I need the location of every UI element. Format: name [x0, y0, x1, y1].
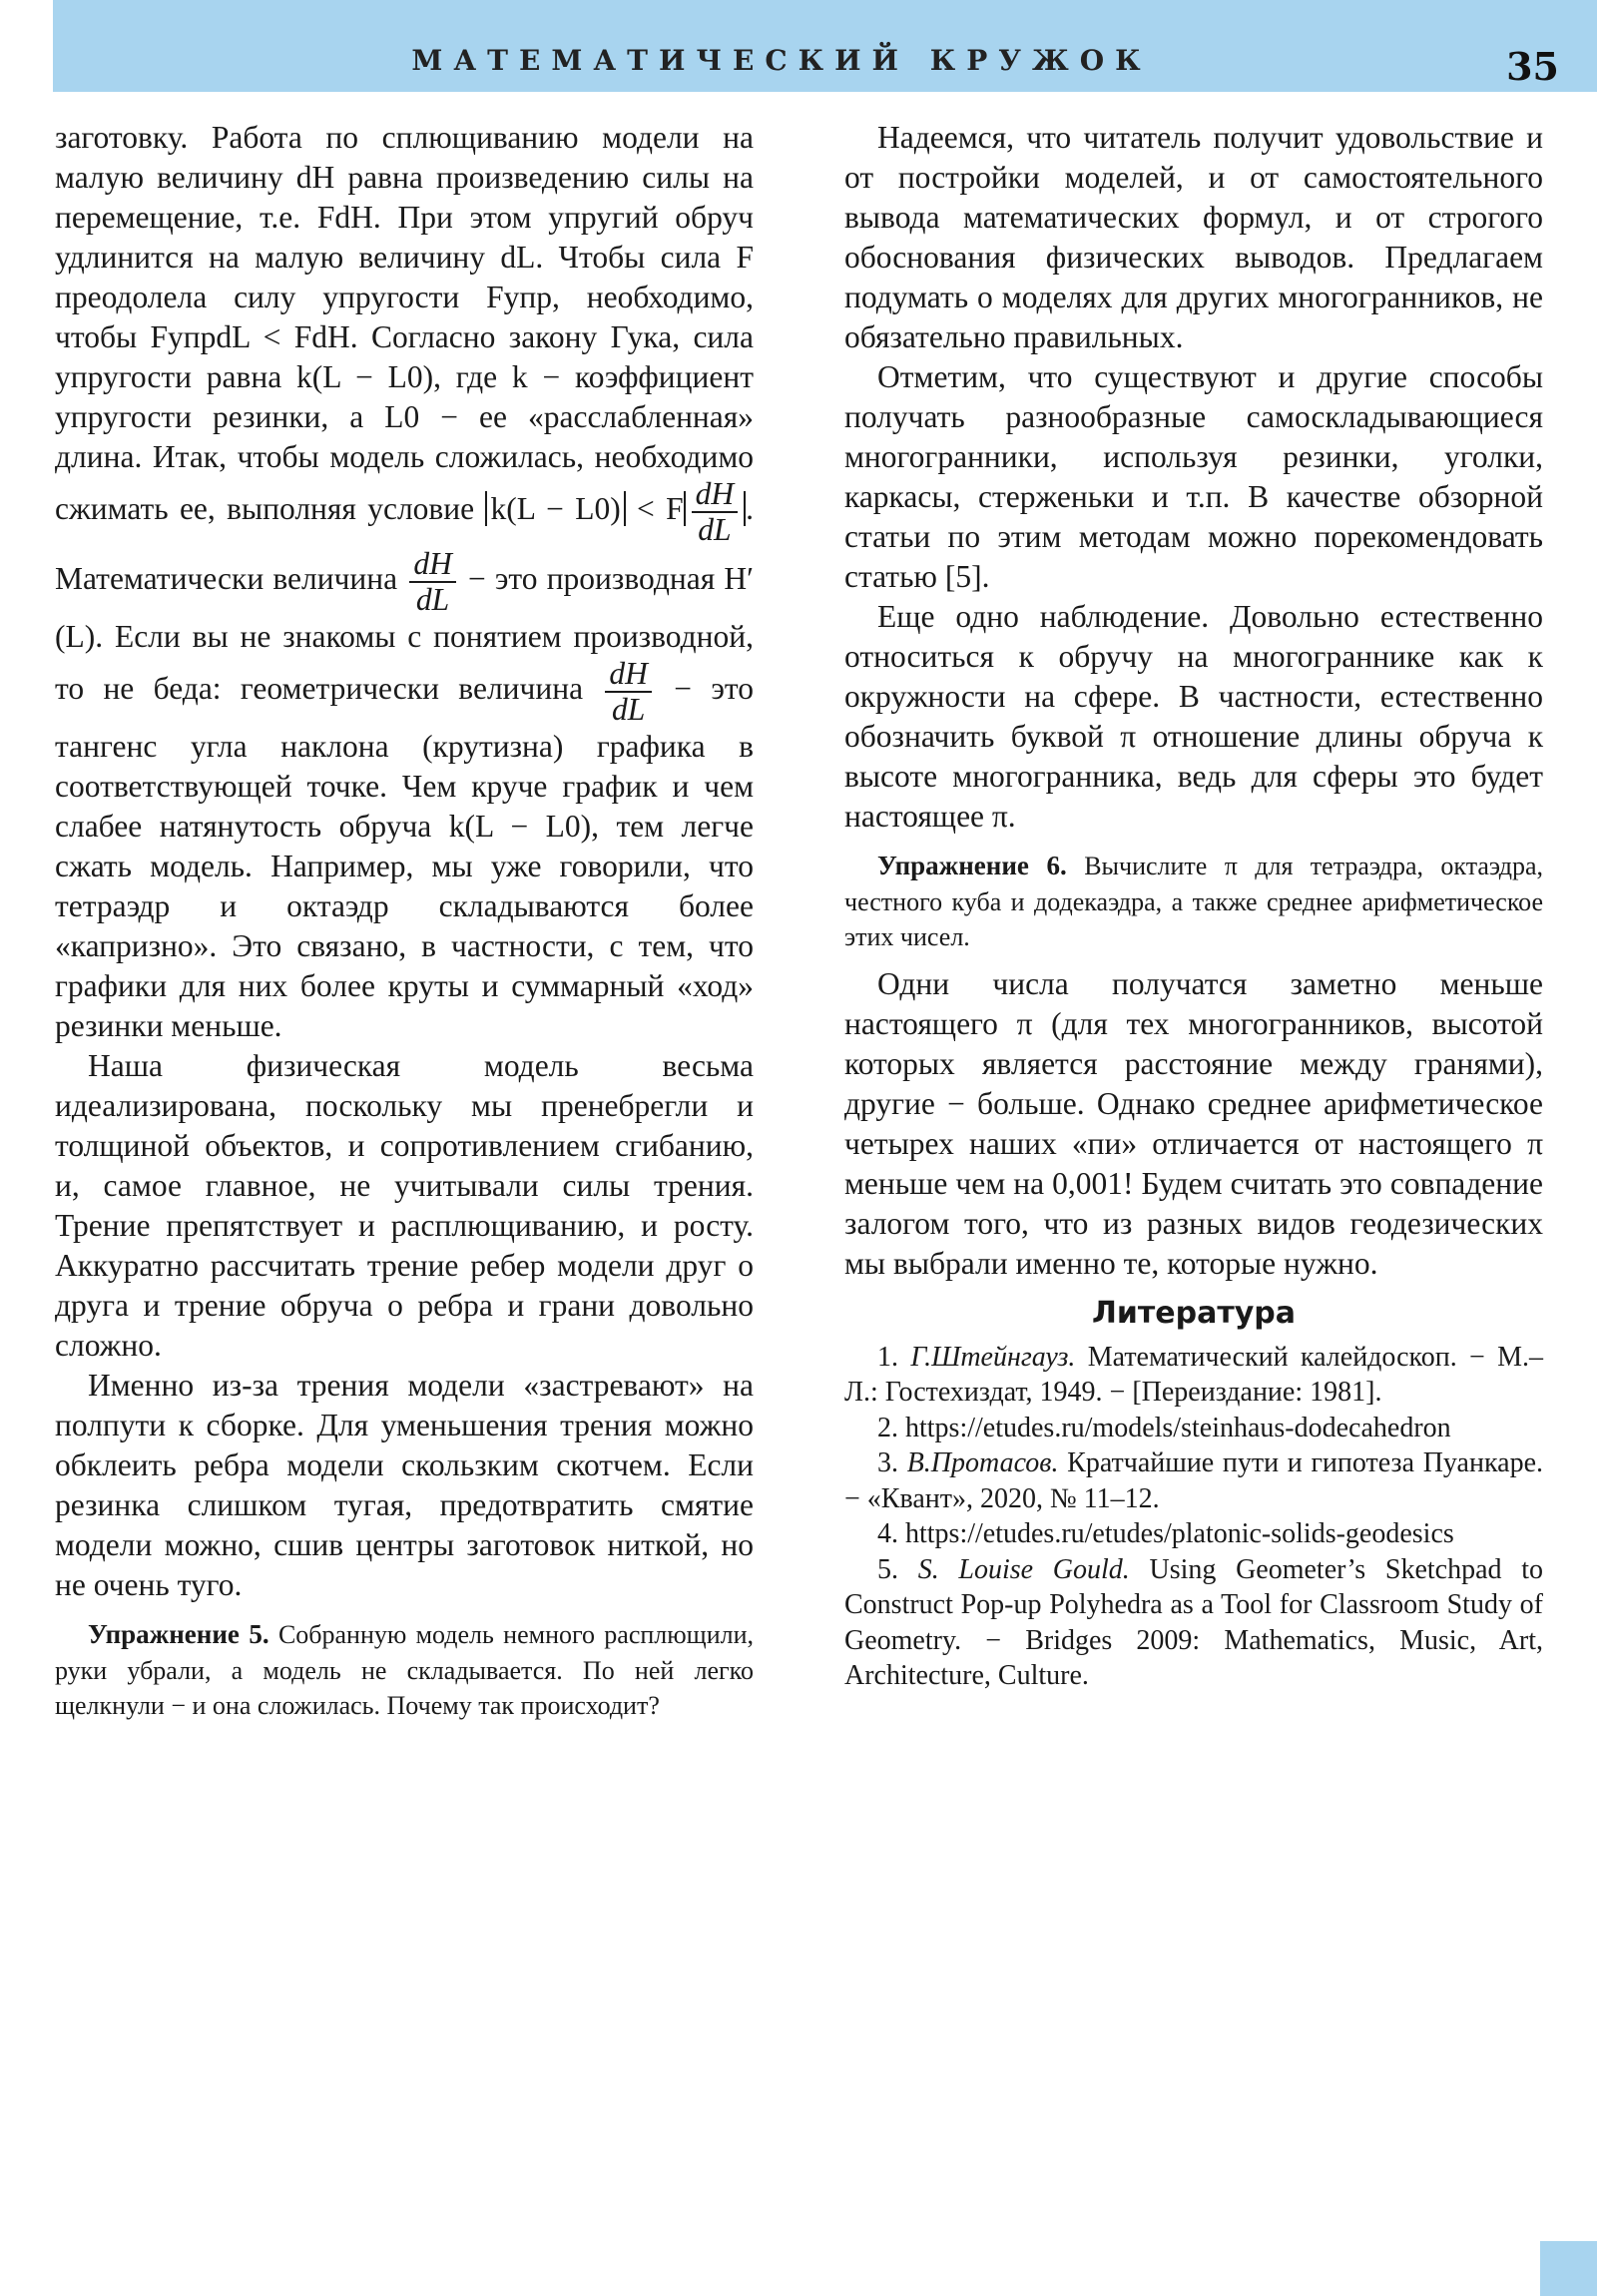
references-list: [844, 1340, 1543, 1694]
paragraph: Именно из-за трения модели «застревают» на полпути к сборке. Для уменьшения трения можно обклеить ребра модели скользким скотчем. Если резинка слишком тугая, предотвратить смятие модели можно, сшив центры заготовок ниткой, но не очень туго.: [55, 1368, 754, 1602]
inequality-lhs: k(L − L0): [485, 491, 625, 526]
exercise-label: Упражнение 5.: [88, 1619, 269, 1649]
paragraph-text: − это производная H′(L). Если вы не знакомы с понятием производной, то не беда: геометрически величина: [55, 561, 755, 707]
paragraph: Надеемся, что читатель получит удовольствие и от постройки моделей, и от самостоятельного вывода математических формул, и от строгого обоснования физических выводов. Предлагаем подумать о моделях для других многогранников, не обязательно правильных.: [844, 120, 1543, 354]
paragraph: Наша физическая модель весьма идеализирована, поскольку мы пренебрегли и толщиной объектов, и сопротивлением сгибанию, и, самое главное, не учитывали силы трения. Трение препятствует и расплющиванию, и росту. Аккуратно рассчитать трение ребер модели друг о друга и трение обруча о ребра и грани довольно сложно.: [55, 1048, 754, 1363]
fraction-dH-dL: $\frac{dH}{dL}$: [409, 547, 456, 617]
right-column: [844, 118, 1543, 1694]
left-column: [55, 118, 754, 1724]
reference-author: В.Протасов.: [906, 1447, 1059, 1478]
exercise-6: [844, 849, 1543, 955]
inequality-mid: < F: [625, 491, 684, 527]
exercise-text: Вычислите π для тетраэдра, октаэдра, честного куба и додекаэдра, а также среднее арифметическое этих чисел.: [844, 852, 1544, 951]
references-heading: Литература: [1091, 1295, 1297, 1331]
exercise-text: Собранную модель немного расплющили, руки убрали, а модель не складывается. По ней легко щелкнули − и она сложилась. Почему так происходит?: [55, 1620, 754, 1720]
reference-item: 1. Г.Штейнгауз. Математический калейдоскоп. − М.–Л.: Гостехиздат, 1949. − [Переиздание: 1981].: [844, 1341, 1544, 1408]
section-title: МАТЕМАТИЧЕСКИЙ КРУЖОК: [411, 44, 1152, 77]
header-bar: [53, 0, 1597, 92]
exercise-5: [55, 1617, 754, 1724]
reference-item: 3. В.Протасов. Кратчайшие пути и гипотеза Пуанкаре. − «Квант», 2020, № 11–12.: [844, 1447, 1544, 1514]
exercise-label: Упражнение 6.: [877, 851, 1067, 880]
reference-item: 4. https://etudes.ru/etudes/platonic-solids-geodesics: [877, 1518, 1454, 1549]
fraction-dH-dL: $\frac{dH}{dL}$: [605, 657, 652, 727]
paragraph: Еще одно наблюдение. Довольно естественно относиться к обручу на многограннике как к окружности на сфере. В частности, естественно обозначить буквой π отношение длины обруча к высоте многогранника, ведь для сферы это будет настоящее π.: [844, 599, 1543, 834]
paragraph-text: заготовку. Работа по сплющиванию модели на малую величину dH равна произведению силы на перемещение, т.е. FdH. При этом упругий обруч удлинится на малую величину dL. Чтобы сила F преодолела силу упругости Fупр, необходимо, чтобы FупрdL < FdH. Согласно закону Гука, сила упругости равна k(L − L0), где k − коэффициент упругости резинки, а L0 − ее «расслабленная» длина. Итак, чтобы модель сложилась, необходимо сжимать ее, выполняя условие: [55, 120, 754, 527]
page-number: 35: [1506, 44, 1559, 89]
reference-author: S. Louise Gould.: [917, 1553, 1130, 1585]
reference-item: 5. S. Louise Gould. Using Geometer’s Sketchpad to Construct Pop-up Polyhedra as a Tool for Classroom Study of Geometry. − Bridges 2009: Mathematics, Music, Art, Architecture, Culture.: [844, 1553, 1543, 1691]
reference-item: 2. https://etudes.ru/models/steinhaus-dodecahedron: [877, 1412, 1451, 1443]
paragraph: Одни числа получатся заметно меньше настоящего π (для тех многогранников, высотой которых является расстояние между гранями), другие − больше. Однако среднее арифметическое четырех наших «пи» отличается от настоящего π меньше чем на 0,001! Будем считать это совпадение залогом того, что из разных видов геодезических мы выбрали именно те, которые нужно.: [844, 965, 1543, 1281]
page-corner-tab: [1540, 2241, 1597, 2296]
paragraph: Отметим, что существуют и другие способы получать разнообразные самоскладывающиеся многогранники, используя резинки, уголки, каркасы, стерженьки и т.п. В качестве обзорной статьи по этим методам можно порекомендовать статью [5].: [844, 359, 1543, 594]
paragraph: [55, 118, 754, 1046]
fraction-dH-dL: $\frac{dH}{dL}$: [692, 477, 739, 547]
paragraph-text: − это тангенс угла наклона (крутизна) графика в соответствующей точке. Чем круче график и чем слабее натянутость обруча k(L − L0), тем легче сжать модель. Например, мы уже говорили, что тетраэдр и октаэдр складываются более «капризно». Это связано, в частности, с тем, что графики для них более круты и суммарный «ход» резинки меньше.: [55, 671, 754, 1043]
reference-author: Г.Штейнгауз.: [910, 1341, 1076, 1373]
paragraph-text: . Математически величина: [55, 491, 754, 597]
